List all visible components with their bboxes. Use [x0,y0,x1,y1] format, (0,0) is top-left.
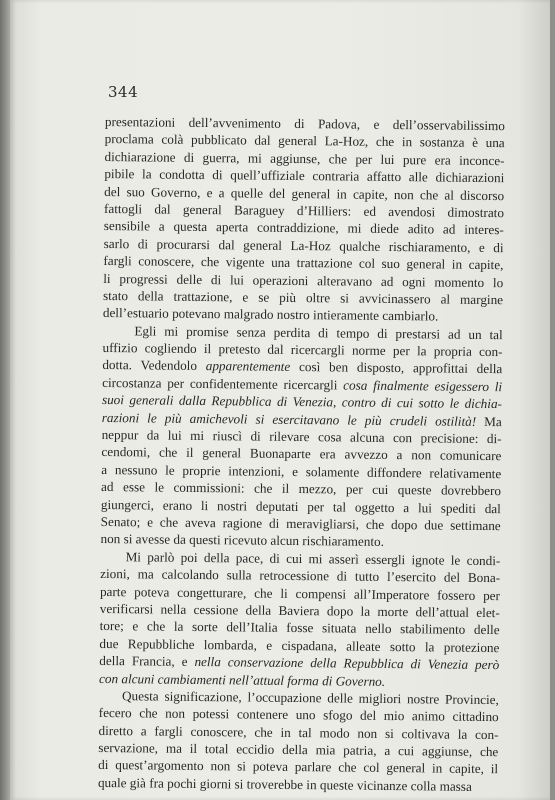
text-segment: proclama colà pubblicato dal general La-Hoz, che in sostanza è una [104,131,505,151]
italic-text: cosa finalmente esigessero li [343,377,503,395]
text-segment: cendomi, che il general Buonaparte era avvezzo a non comunicare [101,444,502,464]
text-segment: Senato; e che aveva ragione di meravigliarsi, che dopo due settimane [100,513,501,534]
text-segment: fargli conoscere, che vigente una trattazione col suo general in capite, [103,253,504,273]
text-segment: sensibile a questa aperta contraddizione, mi diede adito ad interes- [103,218,504,238]
text-segment: giungerci, erano li nostri deputati per tal oggetto a lui spediti dal [100,496,501,516]
text-segment: fecero che non potessi contenere uno sfogo del mio animo cittadino [98,705,499,725]
book-page [10,0,550,800]
text-segment: Ma [476,413,502,429]
text-line [98,774,498,796]
text-segment: pibile la condotta di quell’uffiziale contraria affatto alle dichiarazioni [104,166,505,186]
text-segment: uffizio cogliendo il pretesto dal ricercargli norme per la propria con- [102,340,503,360]
book-spine-shadow [0,0,10,800]
text-segment: tore; e che la sorte dell’Italia fosse situata nello stabilimento delle [99,618,500,638]
text-segment: Mi parlò poi della pace, di cui mi asserì essergli ignote le condi- [100,548,501,568]
italic-text: nella conservazione della Repubblica di Venezia però [194,654,500,673]
text-segment: sarlo di procurarsi dal general La-Hoz qualche rischiaramento, e di [103,235,504,255]
text-segment: fattogli dal general Baraguey d’Hilliers: ed avendosi dimostrato [103,200,505,221]
italic-text: con alcuni cambiamenti nell’attual forma di Governo. [99,670,386,689]
text-segment: presentazioni dell’avvenimento di Padova, e dell’osservabilissimo [104,113,505,134]
text-segment: verificarsi nella cessione della Baviera dopo la morte dell’attual elet- [99,600,500,621]
text-segment: così ben disposto, approfittai della [290,359,503,377]
text-segment: Egli mi promise senza perdita di tempo di prestarsi ad un tal [102,322,503,342]
text-segment: zioni, ma calcolando sulla retrocessione di tutto l’esercito del Bona- [100,566,501,586]
text-segment: neppur da lui mi riuscì di rilevare cosa alcuna con precisione: di- [101,427,502,447]
text-segment: diretto a fargli conoscere, che in tal modo non si coltivava la con- [98,722,499,742]
text-segment: non si avesse da questi ricevuto alcun rischiaramento. [100,531,385,550]
text-segment: parte poteva congetturare, che li compensi all’Imperatore fossero per [99,583,501,603]
text-segment: dichiarazione di guerra, mi aggiunse, che per lui pure era inconce- [104,148,505,168]
text-segment: a nessuno le proprie intenzioni, e solamente diffondere relativamente [101,461,502,481]
text-segment: dotta. Vedendolo [102,357,206,374]
text-segment: servazione, ma il total eccidio della mia patria, a cui aggiunse, che [98,740,499,760]
text-segment: Questa significazione, l’occupazione delle migliori nostre Provincie, [98,687,499,708]
text-segment: circostanza per confidentemente ricercargli [102,374,344,393]
text-segment: della Francia, e [99,653,195,670]
text-segment: li progressi delle di lui operazioni alteravano ad ogni momento lo [103,270,504,290]
italic-text: razioni le più amichevoli si esercitavano le più crudeli ostilità! [101,409,477,429]
text-segment: ad esse le commissioni: che il mezzo, per cui queste dovrebbero [101,479,502,499]
text-segment: due Repubbliche lombarda, e cispadana, alleate sotto la protezione [99,635,500,655]
text-segment: di quest’argomento non si poteva parlare che col general in capite, il [98,757,499,777]
text-segment: del suo Governo, e a quelle del general in capite, non che al discorso [104,183,505,203]
italic-text: suoi generali dalla Repubblica di Venezia, contro di cui sotto le dichia- [101,392,503,412]
page-number: 344 [108,83,139,101]
text-segment: quale già fra pochi giorni si troverebbe in queste vicinanze colla massa [97,774,472,794]
text-segment: stato della trattazione, e se più oltre si avvicinassero al margine [103,287,504,308]
italic-text: apparentemente [205,358,291,375]
body-text [98,113,505,795]
text-segment: dell’estuario potevano malgrado nostro intieramente cambiarlo. [102,305,439,324]
